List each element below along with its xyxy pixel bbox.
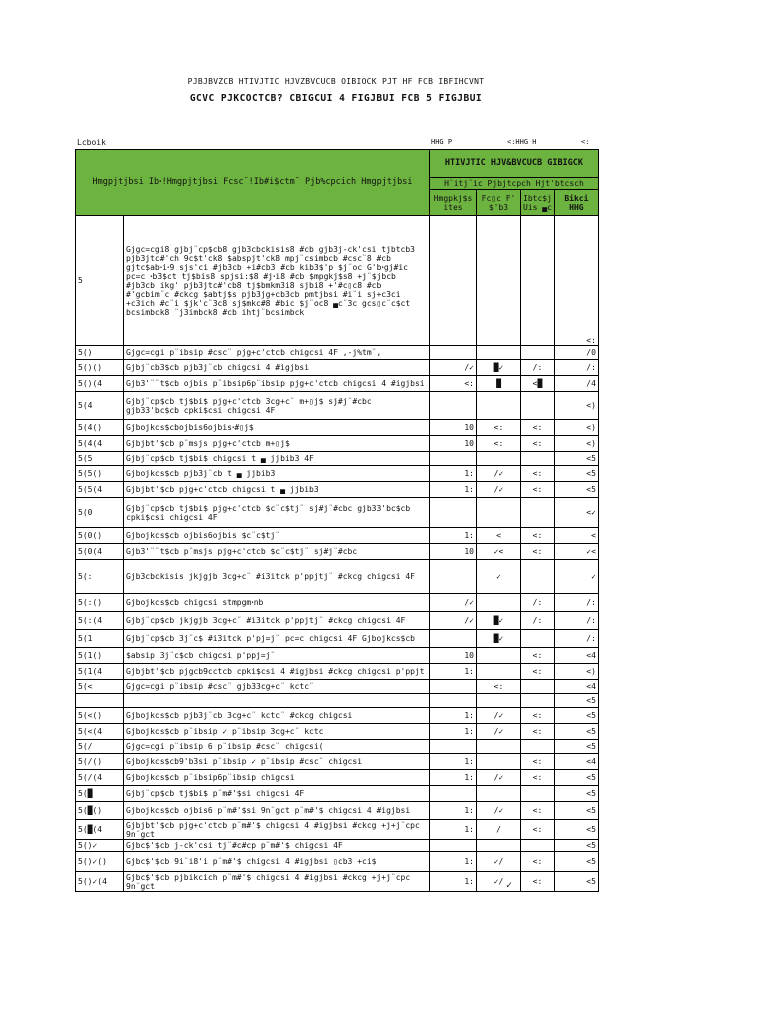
row-code: 5(█ [76,786,124,802]
table-body [76,216,599,892]
row-value-2 [477,452,521,466]
row-description: Gjbj¨cb3$cb pjb3j¨cb chigcsi 4 #igjbsi [124,360,430,376]
row-value-2: ✓/ [477,852,521,872]
row-description: Gjbojkcs$cb chigcsi stmpgmꞏnb [124,594,430,612]
row-value-4: <5 [554,708,598,724]
row-description: Gjb3'¨¨t$cb p¨msjs pjg+c'ctcb $c¨c$tj¨ sj#j¨#cbc [124,544,430,560]
row-description: Gjgc=cgi p¨ibsip #csc¨ pjg+c'ctcb chigcsi 4F ,-j%tm¨, [124,346,430,360]
row-value-2 [477,392,521,420]
row-description: Gjbj¨cp$cb tj$bi$ pjg+c'ctcb $c¨c$tj¨ sj#j¨#cbc gjb33'bc$cb cpki$csi chigcsi 4F [124,498,430,528]
table-row [76,482,599,498]
row-value-4: < [554,528,598,544]
document-header-line-1: PJBJBVZCB HTIVJTIC HJVZBVCUCB OIBIOCK PJT HF FCB IBFIHCVNT [187,77,485,86]
row-value-4: <5 [554,820,598,840]
row-value-2: <: [477,420,521,436]
row-value-3 [521,560,555,594]
row-description: Gjbjbt'$cb pjgcb9cctcb cpki$csi 4 #igjbsi #ckcg chigcsi p'ppjt [124,664,430,680]
row-value-3: <: [521,724,555,740]
row-value-4: <5 [554,466,598,482]
row-value-2 [477,740,521,754]
row-value-1 [430,630,477,648]
row-code: 5(4() [76,420,124,436]
row-value-1: 1: [430,770,477,786]
row-value-2: █✓ [477,360,521,376]
table-row [76,376,599,392]
table-row [76,802,599,820]
table-row [76,754,599,770]
row-value-4: ✓ [554,560,598,594]
table-row [76,528,599,544]
row-value-1 [430,392,477,420]
table-row [76,680,599,694]
table-row [76,392,599,420]
row-value-1 [430,786,477,802]
row-value-4: /4 [554,376,598,392]
row-value-2: /✓ [477,482,521,498]
row-description: Gjbojkcs$cb p¨ibsip ✓ p¨ibsip 3cg+c¨ kctc [124,724,430,740]
row-value-4: <4 [554,648,598,664]
row-value-3 [521,680,555,694]
row-value-2 [477,346,521,360]
table-row [76,664,599,680]
row-value-3: <: [521,648,555,664]
row-value-4: <5 [554,786,598,802]
row-value-4: <) [554,664,598,680]
table-row [76,852,599,872]
row-value-1: 10 [430,420,477,436]
row-code: 5(:(4 [76,612,124,630]
row-value-2: █✓ [477,630,521,648]
row-value-2 [477,216,521,346]
row-value-3 [521,630,555,648]
row-value-3: <: [521,852,555,872]
row-code: 5(█(4 [76,820,124,840]
row-code: 5(1() [76,648,124,664]
row-value-2: █ [477,376,521,392]
row-value-4: <5 [554,452,598,466]
row-value-3 [521,740,555,754]
table-row [76,724,599,740]
row-value-3 [521,452,555,466]
row-description: Gjbc$'$cb 9i¨i8'i p¨m#'$ chigcsi 4 #igjbsi ▯cb3 +ci$ [124,852,430,872]
row-description: Gjbojkcs$cb9'b3si p¨ibsip ✓ p¨ibsip #csc¨ chigcsi [124,754,430,770]
row-value-2: /✓ [477,466,521,482]
table-row [76,770,599,786]
row-description: Gjbjbt'$cb pjg+c'ctcb p¨m#'$ chigcsi 4 #igjbsi #ckcg +j+j¨cpc 9n¨gct [124,820,430,840]
row-description: Gjbj¨cp$cb tj$bi$ chigcsi t ▄ jjbib3 4F [124,452,430,466]
row-value-2 [477,786,521,802]
row-value-1: <: [430,376,477,392]
row-value-1: 1: [430,872,477,892]
row-code: 5(4(4 [76,436,124,452]
header-span-subtitle: H¨itj¨ic Pjbjtcpch Hjt'btcsch [430,178,599,190]
header-sub-3: Ibtc$j Uis ▄c [521,190,555,216]
row-code: 5(5() [76,466,124,482]
row-value-3: <: [521,664,555,680]
row-code: 5(0() [76,528,124,544]
table-row [76,452,599,466]
table-row [76,466,599,482]
row-description: $absip 3j¨c$cb chigcsi p'ppj=j¨ [124,648,430,664]
row-description: Gjbjbt'$cb pjg+c'ctcb chigcsi t ▄ jjbib3 [124,482,430,498]
row-value-1 [430,740,477,754]
row-value-4: <5 [554,802,598,820]
row-value-4: <5 [554,840,598,852]
row-code: 5(0(4 [76,544,124,560]
row-value-4: <5 [554,740,598,754]
table-row [76,786,599,802]
row-value-2 [477,664,521,680]
row-description: Gjbojkcs$cb p¨ibsip6p¨ibsip chigcsi [124,770,430,786]
table-row [76,216,599,346]
row-value-2: <: [477,436,521,452]
row-description: Gjbojkcs$cb ojbis6ojbis $c¨c$tj¨ [124,528,430,544]
row-code: 5(0 [76,498,124,528]
row-value-2 [477,498,521,528]
row-description: Gjb3'¨¨t$cb ojbis p¨ibsip6p¨ibsip pjg+c'ctcb chigcsi 4 #igjbsi [124,376,430,392]
row-value-3: /: [521,612,555,630]
row-value-1 [430,498,477,528]
row-description: Gjbojkcs$cb ojbis6 p¨m#'$si 9n¨gct p¨m#'$ chigcsi 4 #igjbsi [124,802,430,820]
row-value-1: 10 [430,544,477,560]
row-code: 5(1(4 [76,664,124,680]
row-code: 5(1 [76,630,124,648]
table-row [76,708,599,724]
competency-table [75,149,599,892]
row-value-3: /: [521,360,555,376]
row-description: Gjbc$'$cb j-ck'csi tj¨#c#cp p¨m#'$ chigcsi 4F [124,840,430,852]
row-description: Gjbjbt'$cb p¨msjs pjg+c'ctcb m+▯j$ [124,436,430,452]
row-description [124,694,430,708]
table-row [76,346,599,360]
row-value-4: ✓< [554,544,598,560]
row-value-3 [521,786,555,802]
header-sub-4: Bikci HHG [554,190,598,216]
header-sub-2: Fc▯c F' $'b3 [477,190,521,216]
row-code [76,694,124,708]
row-description: Gjbojkcs$cbojbis6ojbisꞏ#▯j$ [124,420,430,436]
row-value-4: <5 [554,482,598,498]
row-value-3: <: [521,420,555,436]
row-value-3: <: [521,466,555,482]
row-value-2: █✓ [477,612,521,630]
row-value-3 [521,216,555,346]
row-value-4: <4 [554,754,598,770]
top-line-col-1: HHG P [431,138,453,146]
row-value-3: <█ [521,376,555,392]
row-description: Gjgc=cgi p¨ibsip 6 p¨ibsip #csc¨ chigcsi( [124,740,430,754]
top-line-col-2: <:HHG H [507,138,537,146]
row-value-3 [521,498,555,528]
row-code: 5()✓ [76,840,124,852]
row-value-1 [430,694,477,708]
row-value-4: <5 [554,770,598,786]
row-value-2 [477,694,521,708]
row-value-1: 1: [430,802,477,820]
row-value-3: <: [521,482,555,498]
row-value-3: <: [521,802,555,820]
row-code: 5(< [76,680,124,694]
header-competency-title: Hmgpjtjbsi Ibꞏ!Hmgpjtjbsi Fcsc¨!Ib#i$ctm¨ Pjb%cpcich Hmgpjtjbsi [76,150,430,216]
row-code: 5(4 [76,392,124,420]
row-value-4: <5 [554,852,598,872]
row-value-4: <) [554,420,598,436]
row-description: Gjgc=cgi8 gjbj¨cp$cb8 gjb3cbckisis8 #cb gjb3j-ck'csi tjbtcb3 pjb3jtc#'ch 9c$t'ck8 $abspjt'ck8 mpj¨csimbcb #csc¨8 #cb gjtc$abꞏiꞏ9 sjs'ci #jb3cb +i#cb3 #cb kib3$'p $j¨oc G'bꞏgj#ic pc=c ꞏb3$ct tj$bis8 spjsi:$8 #jꞏi8 #cb $mpgkj$s8 +j¨$jbcb #jb3cb ikg' pjb3jtc#'cb8 tj$bmkm3i8 sjbi8 +'#c▯c8 #cb #'gcbim¨c #ckcg $abtj$s pjb3jg+cb3cb pmtjbsi #i¨i sj+c3ci +c3ich #c¨i $jk'c¨3c8 sj$mkc#8 #bic $j¨oc8 ▄c¨3c gcs▯c¨c$ct bcsimbck8 ¨j3imbck8 #cb ihtj¨bcsimbck [124,216,430,346]
row-value-1 [430,840,477,852]
row-value-4: <: [554,216,598,346]
row-value-2 [477,754,521,770]
row-value-4: /: [554,360,598,376]
row-value-3 [521,694,555,708]
row-code: 5()(4 [76,376,124,392]
row-value-2 [477,840,521,852]
row-value-3: <: [521,436,555,452]
table-row [76,740,599,754]
row-value-1: 1: [430,852,477,872]
row-value-1: /✓ [430,594,477,612]
document-header-line-2: GCVC PJKCOCTCB? CBIGCUI 4 FIGJBUI FCB 5 FIGJBUI [189,93,483,104]
row-value-1: 1: [430,528,477,544]
row-value-2 [477,594,521,612]
row-value-1: 1: [430,466,477,482]
table-row [76,594,599,612]
row-value-4: <✓ [554,498,598,528]
row-value-3: <: [521,820,555,840]
row-value-4: <5 [554,694,598,708]
row-value-2: <: [477,680,521,694]
row-value-1 [430,346,477,360]
row-description: Gjbj¨cp$cb tj$bi$ pjg+c'ctcb 3cg+c¨ m+▯j$ sj#j¨#cbc gjb33'bc$cb cpki$csi chigcsi 4F [124,392,430,420]
row-code: 5(: [76,560,124,594]
row-description: Gjgc=cgi p¨ibsip #csc¨ gjb33cg+c¨ kctc¨ [124,680,430,694]
row-description: Gjbj¨cp$cb 3j¨c$ #i3itck p'pj=j¨ pc=c chigcsi 4F Gjbojkcs$cb [124,630,430,648]
row-value-2: ✓/ [477,872,521,892]
row-value-2 [477,648,521,664]
table-row [76,544,599,560]
row-value-4: <5 [554,724,598,740]
row-value-4: <4 [554,680,598,694]
row-value-1: /✓ [430,612,477,630]
row-value-1: 1: [430,664,477,680]
row-value-1: 10 [430,648,477,664]
table-row [76,420,599,436]
row-description: Gjbojkcs$cb pjb3j¨cb t ▄ jjbib3 [124,466,430,482]
row-code: 5(5(4 [76,482,124,498]
row-value-3 [521,392,555,420]
table-row [76,820,599,840]
row-code: 5(5 [76,452,124,466]
row-value-3 [521,346,555,360]
row-value-4: /: [554,612,598,630]
table-row [76,630,599,648]
row-code: 5(/ [76,740,124,754]
row-description: Gjbj¨cp$cb tj$bi$ p¨m#'$si chigcsi 4F [124,786,430,802]
row-description: Gjbc$'$cb pjbikcich p¨m#'$ chigcsi 4 #igjbsi #ckcg +j+j¨cpc 9n¨gct [124,872,430,892]
row-value-4: /: [554,630,598,648]
row-code: 5()✓() [76,852,124,872]
row-value-4: <) [554,392,598,420]
top-line-col-3: <: [581,138,590,146]
row-value-1 [430,452,477,466]
row-value-3: <: [521,544,555,560]
table-row [76,612,599,630]
row-value-2: ✓ [477,560,521,594]
table-row [76,360,599,376]
row-value-2: /✓ [477,770,521,786]
row-value-1: 10 [430,436,477,452]
row-value-1 [430,560,477,594]
row-value-1: 1: [430,754,477,770]
table-row [76,840,599,852]
row-value-1 [430,216,477,346]
table-row [76,872,599,892]
row-value-2: /✓ [477,724,521,740]
row-code: 5 [76,216,124,346]
table-row [76,648,599,664]
row-value-4: /: [554,594,598,612]
row-code: 5() [76,346,124,360]
row-value-4: <) [554,436,598,452]
row-value-3: <: [521,708,555,724]
row-value-1: 1: [430,724,477,740]
row-value-4: <5 [554,872,598,892]
row-value-1: /✓ [430,360,477,376]
table-row [76,498,599,528]
row-description: Gjbj¨cp$cb jkjgjb 3cg+c¨ #i3itck p'ppjtj¨ #ckcg chigcsi 4F [124,612,430,630]
row-value-3: /: [521,594,555,612]
row-value-1: 1: [430,820,477,840]
table-row [76,436,599,452]
row-value-3: <: [521,770,555,786]
row-value-4: /0 [554,346,598,360]
header-sub-1: Hmgpkj$s ites [430,190,477,216]
row-code: 5(█() [76,802,124,820]
footer-check-mark: ✓ [506,880,513,891]
row-code: 5(:() [76,594,124,612]
row-description: Gjb3cbckisis jkjgjb 3cg+c¨ #i3itck p'ppjtj¨ #ckcg chigcsi 4F [124,560,430,594]
row-value-3: <: [521,754,555,770]
row-value-2: ✓< [477,544,521,560]
row-value-3 [521,840,555,852]
row-value-3: <: [521,872,555,892]
row-value-1 [430,680,477,694]
row-code: 5()✓(4 [76,872,124,892]
row-value-2: < [477,528,521,544]
row-code: 5(/() [76,754,124,770]
table-row [76,560,599,594]
row-description: Gjbojkcs$cb pjb3j¨cb 3cg+c¨ kctc¨ #ckcg chigcsi [124,708,430,724]
row-code: 5(<() [76,708,124,724]
row-value-2: /✓ [477,708,521,724]
top-line-label: Lcboik [77,138,106,147]
row-code: 5()() [76,360,124,376]
header-span-title: HTIVJTIC HJV&BVCUCB GIBIGCK [430,150,599,178]
table-row [76,694,599,708]
row-code: 5(/(4 [76,770,124,786]
row-value-2: / [477,820,521,840]
row-value-1: 1: [430,708,477,724]
row-code: 5(<(4 [76,724,124,740]
row-value-3: <: [521,528,555,544]
row-value-1: 1: [430,482,477,498]
row-value-2: /✓ [477,802,521,820]
